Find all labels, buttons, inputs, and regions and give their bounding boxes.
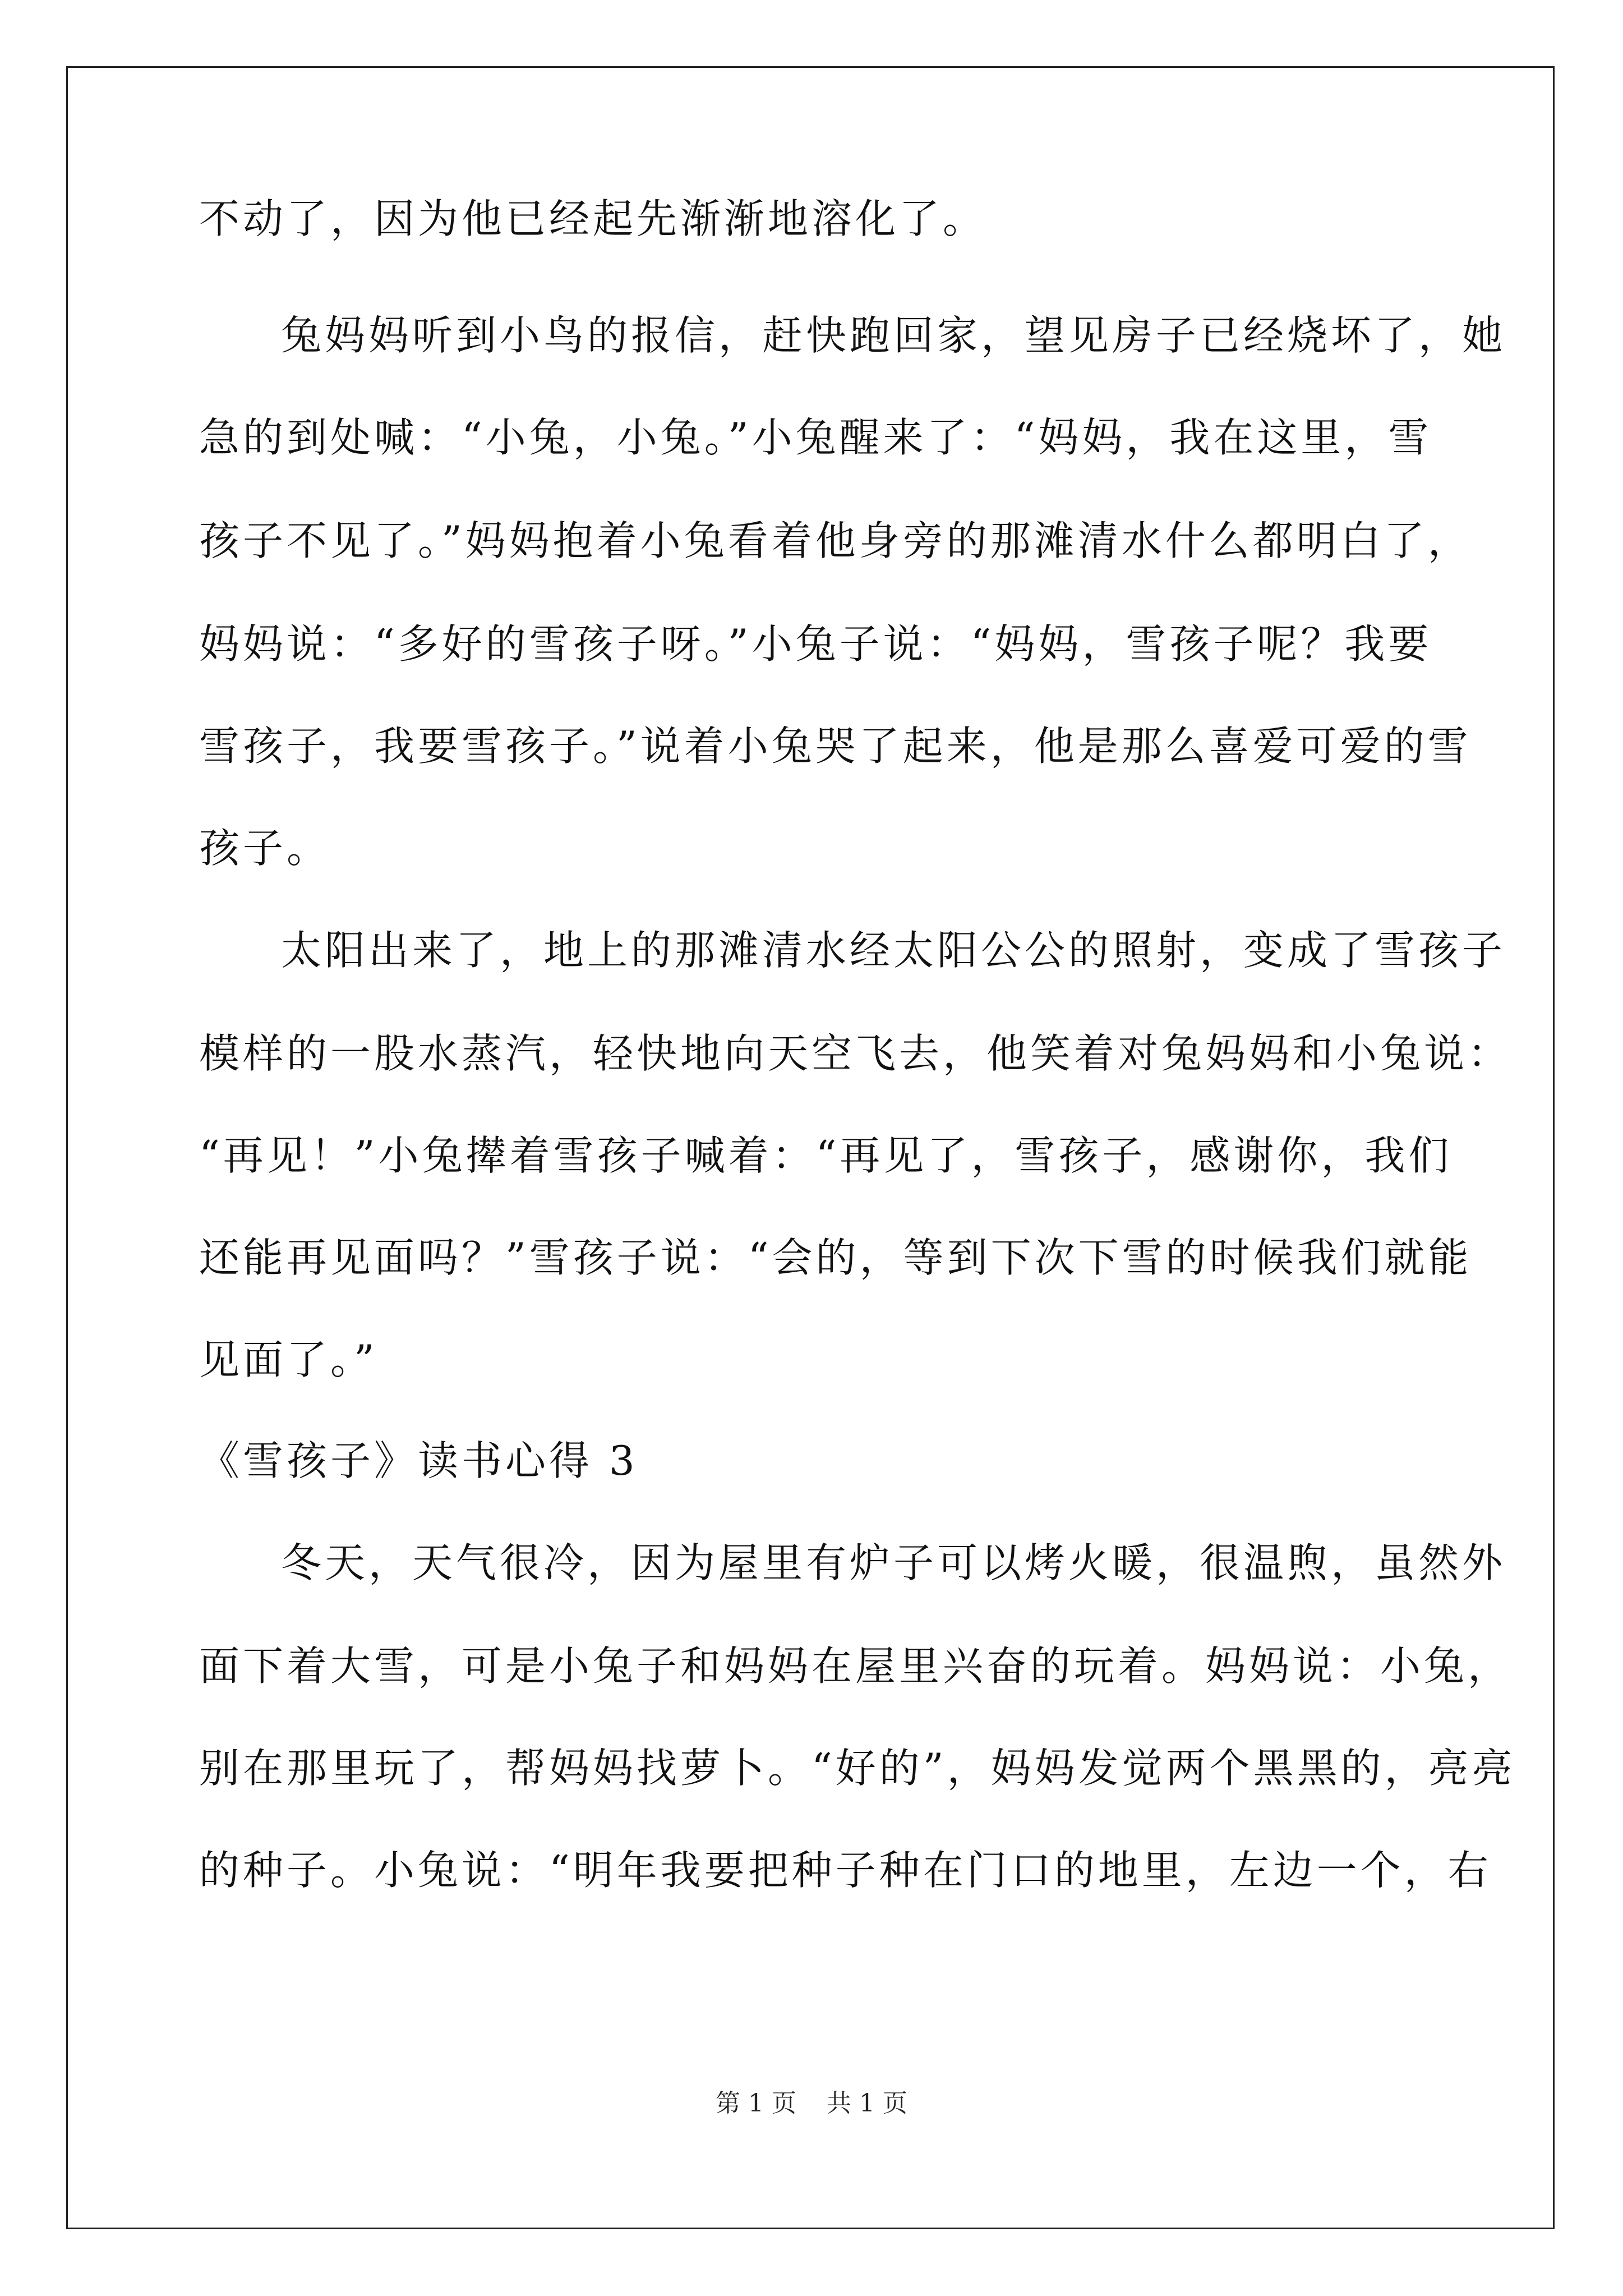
- text-line: 妈妈说：“多好的雪孩子呀。”小兔子说：“妈妈，雪孩子呢？我要: [199, 620, 1432, 668]
- text-line: 面下着大雪，可是小兔子和妈妈在屋里兴奋的玩着。妈妈说：小兔，: [199, 1642, 1512, 1690]
- text-line: 还能再见面吗？”雪孩子说：“会的，等到下次下雪的时候我们就能: [199, 1234, 1472, 1281]
- text-line: “再见！”小兔撵着雪孩子喊着：“再见了，雪孩子，感谢你，我们: [199, 1132, 1453, 1179]
- text-line: 不动了，因为他已经起先渐渐地溶化了。: [199, 195, 987, 242]
- text-line: 见面了。”: [199, 1336, 378, 1383]
- text-line: 孩子。: [199, 825, 331, 872]
- paragraph-start-line: 冬天，天气很冷，因为屋里有炉子可以烤火暖，很温煦，虽然外: [281, 1539, 1506, 1586]
- page-footer: [0, 2087, 1623, 2120]
- text-line: 模样的一股水蒸汽，轻快地向天空飞去，他笑着对兔妈妈和小兔说：: [199, 1030, 1512, 1077]
- section-heading: 《雪孩子》读书心得 3: [199, 1437, 638, 1484]
- paragraph-start-line: 兔妈妈听到小鸟的报信，赶快跑回家，望见房子已经烧坏了，她: [281, 312, 1506, 359]
- page-number-current: 第 1 页: [716, 2089, 796, 2118]
- text-line: 的种子。小兔说：“明年我要把种子种在门口的地里，左边一个，右: [199, 1847, 1492, 1894]
- page-number-total: 共 1 页: [827, 2089, 907, 2118]
- text-line: 雪孩子，我要雪孩子。”说着小兔哭了起来，他是那么喜爱可爱的雪: [199, 723, 1472, 770]
- paragraph-start-line: 太阳出来了，地上的那滩清水经太阳公公的照射，变成了雪孩子: [281, 927, 1506, 974]
- text-line: 孩子不见了。”妈妈抱着小兔看着他身旁的那滩清水什么都明白了，: [199, 517, 1472, 564]
- text-line: 别在那里玩了，帮妈妈找萝卜。“好的”，妈妈发觉两个黑黑的，亮亮: [199, 1745, 1516, 1792]
- text-line: 急的到处喊：“小兔，小兔。”小兔醒来了：“妈妈，我在这里，雪: [199, 414, 1432, 461]
